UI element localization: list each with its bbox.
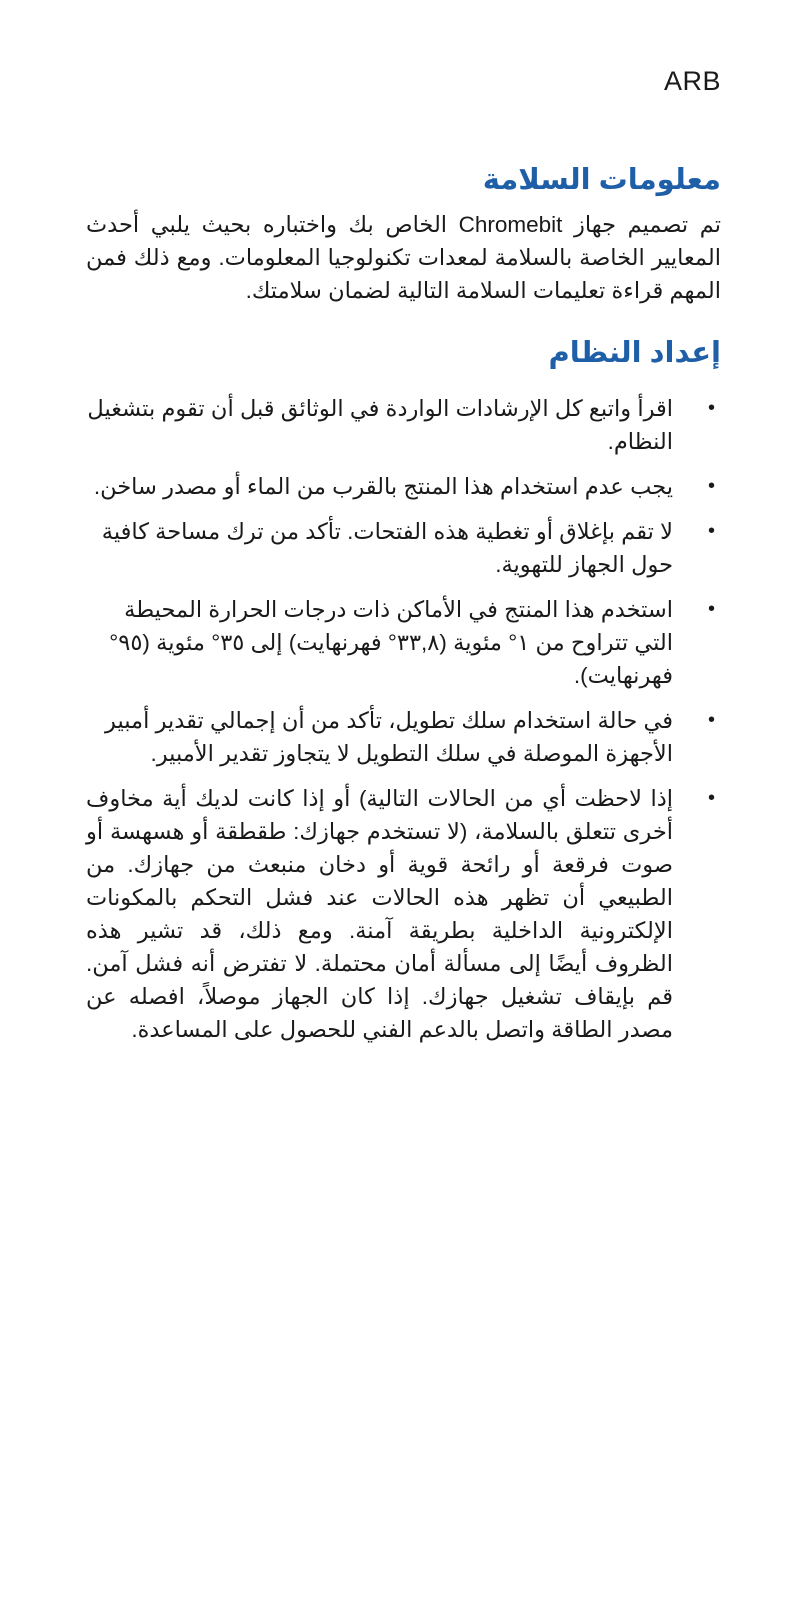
safety-intro-paragraph: تم تصميم جهاز Chromebit الخاص بك واختباره بحيث يلبي أحدث المعايير الخاصة بالسلامة لمعدات تكنولوجيا المعلومات. ومع ذلك فمن المهم قراءة تعليمات السلامة التالية لضمان سلامتك.	[86, 212, 721, 303]
bullet-icon: •	[707, 598, 715, 620]
list-item-text: إذا لاحظت أي من الحالات التالية) أو إذا كانت لديك أية مخاوف أخرى تتعلق بالسلامة، (لا تستخدم جهازك: طقطقة أو هسهسة أو صوت فرقعة أو رائحة قوية أو دخان منبعث من جهازك. من الطبيعي أن تظهر هذه الحالات عند فشل التحكم بالمكونات الإلكترونية الداخلية بطريقة آمنة. ومع ذلك، قد تشير هذه الظروف أيضًا إلى مسألة أمان محتملة. لا تفترض أنه فشل آمن. قم بإيقاف تشغيل جهازك. إذا كان الجهاز موصلاً، افصله عن مصدر الطاقة واتصل بالدعم الفني للحصول على المساعدة.	[86, 786, 673, 1042]
bullet-icon: •	[707, 709, 715, 731]
list-item-text: اقرأ واتبع كل الإرشادات الواردة في الوثائق قبل أن تقوم بتشغيل النظام.	[87, 396, 673, 454]
bullet-icon: •	[707, 475, 715, 497]
bullet-icon: •	[707, 787, 715, 809]
bullet-icon: •	[707, 397, 715, 419]
language-code: ARB	[663, 66, 721, 96]
list-item	[86, 704, 721, 770]
list-item	[86, 593, 721, 692]
list-item-text: في حالة استخدام سلك تطويل، تأكد من أن إجمالي تقدير أمبير الأجهزة الموصلة في سلك التطويل لا يتجاوز تقدير الأمبير.	[105, 708, 673, 766]
system-setup-title: إعداد النظام	[548, 337, 721, 369]
safety-information-title: معلومات السلامة	[482, 164, 721, 196]
list-item	[86, 515, 721, 581]
list-item-text: يجب عدم استخدام هذا المنتج بالقرب من الماء أو مصدر ساخن.	[93, 474, 673, 499]
list-item-text: لا تقم بإغلاق أو تغطية هذه الفتحات. تأكد من ترك مساحة كافية حول الجهاز للتهوية.	[101, 519, 673, 577]
list-item	[86, 470, 721, 503]
list-item-text: استخدم هذا المنتج في الأماكن ذات درجات الحرارة المحيطة التي تتراوح من ١° مئوية (٣٣,٨° فهرنهايت) إلى ٣٥° مئوية (٩٥° فهرنهايت).	[109, 597, 673, 688]
bullet-icon: •	[707, 520, 715, 542]
list-item	[86, 782, 721, 1046]
list-item	[86, 392, 721, 458]
system-setup-list	[86, 392, 721, 1058]
